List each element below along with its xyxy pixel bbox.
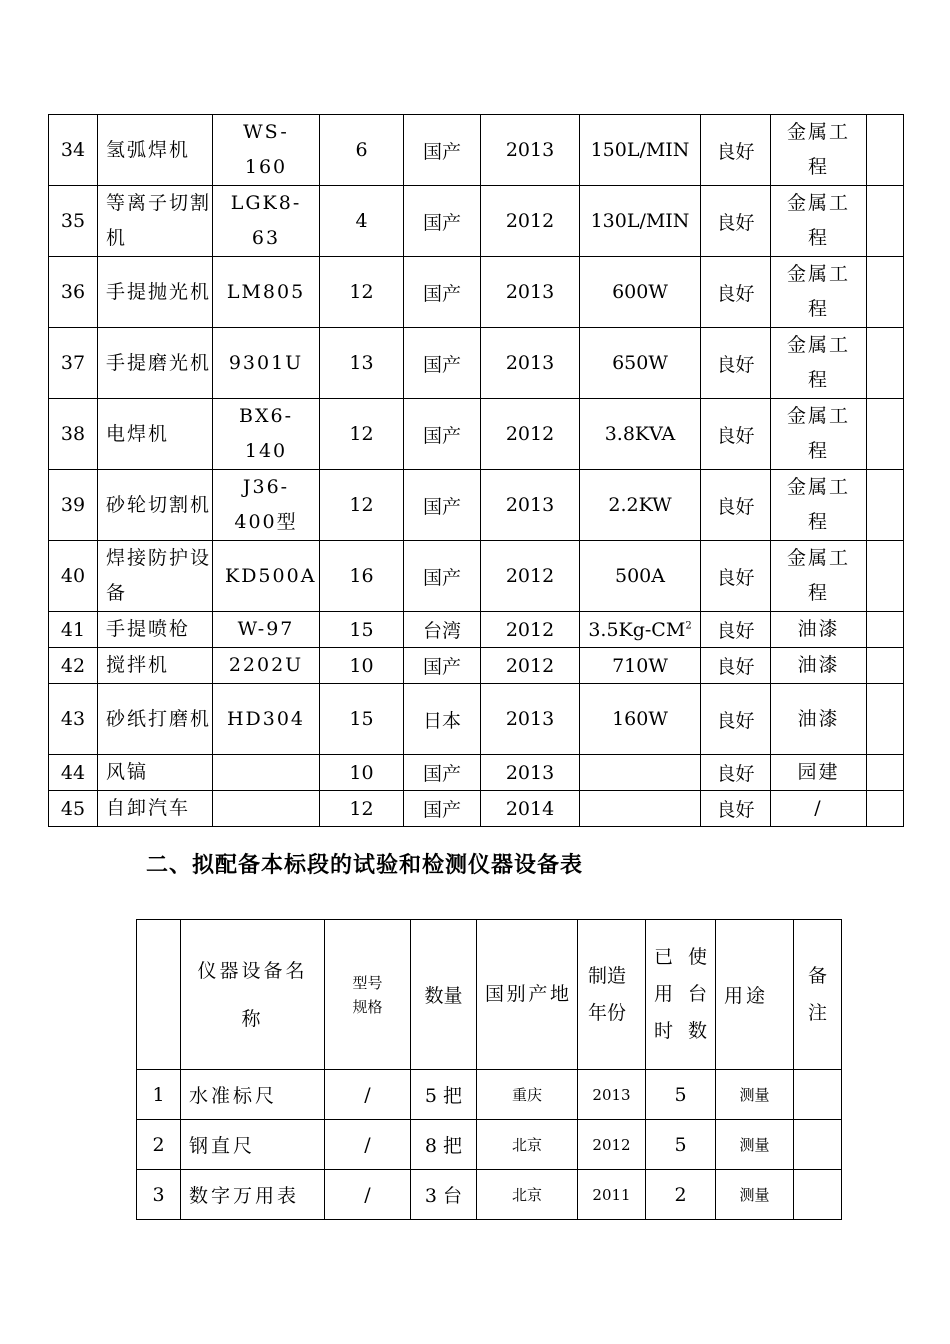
usage: 油漆 — [771, 648, 867, 684]
model-spec: KD500A — [213, 541, 320, 612]
table-row — [49, 328, 904, 399]
header-use: 用途 — [716, 920, 794, 1070]
row-number: 42 — [49, 648, 98, 684]
equipment-name: 手提喷枪 — [98, 612, 213, 648]
instrument-name: 钢直尺 — [181, 1120, 325, 1170]
quantity: 15 — [320, 684, 404, 755]
condition: 良好 — [701, 612, 771, 648]
section-title: 二、拟配备本标段的试验和检测仪器设备表 — [146, 853, 584, 878]
quantity: 5 把 — [411, 1070, 477, 1120]
year: 2013 — [578, 1070, 646, 1120]
header-name: 仪器设备名称 — [181, 920, 325, 1070]
usage: 金属工程 — [771, 328, 867, 399]
model-spec: LGK8-63 — [213, 186, 320, 257]
condition: 良好 — [701, 399, 771, 470]
usage: 测量 — [716, 1120, 794, 1170]
condition: 良好 — [701, 115, 771, 186]
rated-power: 650W — [580, 328, 701, 399]
usage: 园建 — [771, 755, 867, 791]
quantity: 15 — [320, 612, 404, 648]
year: 2013 — [481, 684, 580, 755]
row-number: 38 — [49, 399, 98, 470]
year: 2012 — [481, 612, 580, 648]
quantity: 16 — [320, 541, 404, 612]
condition: 良好 — [701, 257, 771, 328]
condition: 良好 — [701, 470, 771, 541]
rated-power: 2.2KW — [580, 470, 701, 541]
origin: 国产 — [404, 186, 481, 257]
equipment-name: 搅拌机 — [98, 648, 213, 684]
model-spec: WS-160 — [213, 115, 320, 186]
origin: 国产 — [404, 541, 481, 612]
row-number: 35 — [49, 186, 98, 257]
instrument-name: 数字万用表 — [181, 1170, 325, 1220]
header-model: 型号规格 — [325, 920, 411, 1070]
condition: 良好 — [701, 541, 771, 612]
note — [794, 1070, 842, 1120]
model-spec: 9301U — [213, 328, 320, 399]
quantity: 12 — [320, 257, 404, 328]
origin: 国产 — [404, 791, 481, 827]
condition: 良好 — [701, 328, 771, 399]
instrument-table — [136, 919, 842, 1220]
note — [867, 399, 904, 470]
note — [794, 1120, 842, 1170]
quantity: 10 — [320, 648, 404, 684]
used-hours: 5 — [646, 1070, 716, 1120]
rated-power: 160W — [580, 684, 701, 755]
usage: 金属工程 — [771, 470, 867, 541]
equipment-name: 砂纸打磨机 — [98, 684, 213, 755]
table-row — [49, 684, 904, 755]
year: 2011 — [578, 1170, 646, 1220]
table-row — [49, 399, 904, 470]
year: 2013 — [481, 328, 580, 399]
equipment-name: 砂轮切割机 — [98, 470, 213, 541]
usage: 金属工程 — [771, 115, 867, 186]
header-note: 备注 — [794, 920, 842, 1070]
model-spec: LM805 — [213, 257, 320, 328]
model-spec: BX6-140 — [213, 399, 320, 470]
rated-power: 150L/MIN — [580, 115, 701, 186]
model-spec: HD304 — [213, 684, 320, 755]
model-spec: / — [325, 1120, 411, 1170]
usage: 金属工程 — [771, 186, 867, 257]
header-no — [137, 920, 181, 1070]
row-number: 43 — [49, 684, 98, 755]
rated-power: 600W — [580, 257, 701, 328]
usage: 金属工程 — [771, 257, 867, 328]
note — [867, 115, 904, 186]
note — [794, 1170, 842, 1220]
equipment-name: 自卸汽车 — [98, 791, 213, 827]
table-row — [49, 257, 904, 328]
table-row — [49, 115, 904, 186]
table-row — [49, 612, 904, 648]
quantity: 12 — [320, 791, 404, 827]
row-number: 39 — [49, 470, 98, 541]
condition: 良好 — [701, 648, 771, 684]
row-number: 1 — [137, 1070, 181, 1120]
rated-power: $3.5Kg-CM^2$ — [580, 612, 701, 648]
origin: 台湾 — [404, 612, 481, 648]
quantity: 10 — [320, 755, 404, 791]
note — [867, 257, 904, 328]
model-spec: / — [325, 1170, 411, 1220]
usage: / — [771, 791, 867, 827]
note — [867, 755, 904, 791]
condition: 良好 — [701, 791, 771, 827]
row-number: 41 — [49, 612, 98, 648]
origin: 北京 — [477, 1120, 578, 1170]
quantity: 6 — [320, 115, 404, 186]
rated-power: 3.8KVA — [580, 399, 701, 470]
table-row — [137, 1070, 842, 1120]
model-spec: 2202U — [213, 648, 320, 684]
condition: 良好 — [701, 186, 771, 257]
origin: 国产 — [404, 257, 481, 328]
year: 2012 — [481, 648, 580, 684]
note — [867, 186, 904, 257]
note — [867, 612, 904, 648]
quantity: 4 — [320, 186, 404, 257]
instrument-header-row — [137, 920, 842, 1070]
model-spec — [213, 755, 320, 791]
equipment-name: 氢弧焊机 — [98, 115, 213, 186]
origin: 国产 — [404, 399, 481, 470]
power-superscript: 2 — [685, 620, 692, 632]
quantity: 8 把 — [411, 1120, 477, 1170]
equipment-name: 风镐 — [98, 755, 213, 791]
equipment-name: 手提抛光机 — [98, 257, 213, 328]
table-row — [49, 541, 904, 612]
table-row — [137, 1120, 842, 1170]
table-row — [49, 755, 904, 791]
quantity: 12 — [320, 399, 404, 470]
table-row — [49, 648, 904, 684]
header-year: 制造年份 — [578, 920, 646, 1070]
origin: 国产 — [404, 470, 481, 541]
year: 2012 — [481, 186, 580, 257]
table-row — [49, 470, 904, 541]
origin: 日本 — [404, 684, 481, 755]
quantity: 12 — [320, 470, 404, 541]
usage: 金属工程 — [771, 399, 867, 470]
usage: 金属工程 — [771, 541, 867, 612]
year: 2013 — [481, 115, 580, 186]
equipment-table — [48, 114, 904, 827]
usage: 油漆 — [771, 684, 867, 755]
equipment-name: 电焊机 — [98, 399, 213, 470]
note — [867, 791, 904, 827]
quantity: 3 台 — [411, 1170, 477, 1220]
row-number: 40 — [49, 541, 98, 612]
origin: 重庆 — [477, 1070, 578, 1120]
origin: 国产 — [404, 115, 481, 186]
year: 2013 — [481, 755, 580, 791]
year: 2012 — [578, 1120, 646, 1170]
rated-power: 710W — [580, 648, 701, 684]
model-spec — [213, 791, 320, 827]
equipment-name: 焊接防护设备 — [98, 541, 213, 612]
row-number: 3 — [137, 1170, 181, 1220]
equipment-name: 手提磨光机 — [98, 328, 213, 399]
rated-power — [580, 791, 701, 827]
note — [867, 328, 904, 399]
table-row — [49, 186, 904, 257]
note — [867, 541, 904, 612]
used-hours: 5 — [646, 1120, 716, 1170]
header-origin: 国别产地 — [477, 920, 578, 1070]
note — [867, 648, 904, 684]
origin: 国产 — [404, 755, 481, 791]
row-number: 44 — [49, 755, 98, 791]
model-spec: W-97 — [213, 612, 320, 648]
row-number: 37 — [49, 328, 98, 399]
condition: 良好 — [701, 755, 771, 791]
year: 2013 — [481, 470, 580, 541]
rated-power — [580, 755, 701, 791]
year: 2014 — [481, 791, 580, 827]
usage: 测量 — [716, 1070, 794, 1120]
row-number: 45 — [49, 791, 98, 827]
note — [867, 684, 904, 755]
model-spec: J36-400型 — [213, 470, 320, 541]
rated-power: 500A — [580, 541, 701, 612]
origin: 北京 — [477, 1170, 578, 1220]
year: 2012 — [481, 399, 580, 470]
note — [867, 470, 904, 541]
rated-power: 130L/MIN — [580, 186, 701, 257]
table-row — [49, 791, 904, 827]
header-qty: 数量 — [411, 920, 477, 1070]
origin: 国产 — [404, 648, 481, 684]
origin: 国产 — [404, 328, 481, 399]
used-hours: 2 — [646, 1170, 716, 1220]
row-number: 2 — [137, 1120, 181, 1170]
instrument-name: 水准标尺 — [181, 1070, 325, 1120]
header-hours: 已使用台时数 — [646, 920, 716, 1070]
usage: 油漆 — [771, 612, 867, 648]
year: 2013 — [481, 257, 580, 328]
equipment-name: 等离子切割机 — [98, 186, 213, 257]
table-row — [137, 1170, 842, 1220]
condition: 良好 — [701, 684, 771, 755]
row-number: 36 — [49, 257, 98, 328]
usage: 测量 — [716, 1170, 794, 1220]
row-number: 34 — [49, 115, 98, 186]
quantity: 13 — [320, 328, 404, 399]
model-spec: / — [325, 1070, 411, 1120]
year: 2012 — [481, 541, 580, 612]
